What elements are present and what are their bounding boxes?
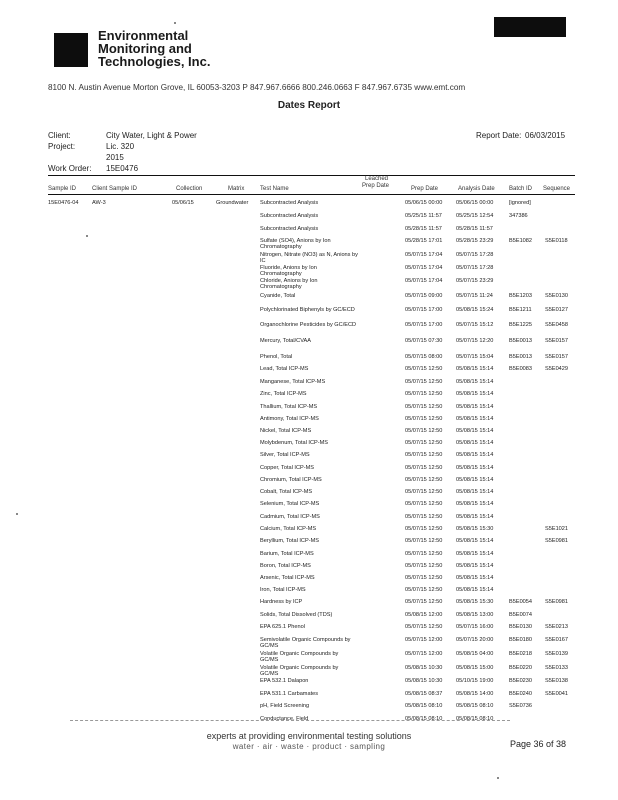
work-order-label: Work Order: bbox=[48, 164, 92, 173]
cell-test-name: Zinc, Total ICP-MS bbox=[260, 391, 307, 397]
report-title: Dates Report bbox=[277, 100, 341, 111]
cell-test-name: Cadmium, Total ICP-MS bbox=[260, 514, 320, 520]
company-name-line2: Monitoring and bbox=[98, 41, 192, 56]
cell-prep-date: 05/07/15 12:50 bbox=[405, 391, 443, 397]
cell-analysis-date: 05/08/15 15:14 bbox=[456, 440, 494, 446]
project-label: Project: bbox=[48, 142, 76, 151]
cell-prep-date: 05/28/15 11:57 bbox=[405, 226, 442, 232]
cell-analysis-date: 05/07/15 12:20 bbox=[456, 338, 494, 344]
cell-analysis-date: 05/08/15 15:14 bbox=[456, 587, 494, 593]
cell-sequence: S5E0130 bbox=[545, 293, 569, 299]
cell-analysis-date: 05/07/15 15:04 bbox=[456, 354, 494, 360]
cell-analysis-date: 05/08/15 15:30 bbox=[456, 599, 494, 605]
table-row bbox=[48, 307, 575, 319]
cell-analysis-date: 05/08/15 15:14 bbox=[456, 404, 494, 410]
table-row bbox=[48, 440, 575, 452]
cell-prep-date: 05/07/15 12:50 bbox=[405, 514, 443, 520]
table-row bbox=[48, 366, 575, 378]
cell-analysis-date: 05/08/15 15:14 bbox=[456, 477, 494, 483]
cell-test-name: Iron, Total ICP-MS bbox=[260, 587, 306, 593]
report-date-value: 06/03/2015 bbox=[525, 131, 566, 140]
cell-client-sample-id: AW-3 bbox=[92, 200, 106, 206]
table-row bbox=[48, 489, 575, 501]
cell-batch-id: B5E0054 bbox=[509, 599, 533, 605]
table-row bbox=[48, 587, 575, 599]
table-row bbox=[48, 477, 575, 489]
table-row bbox=[48, 293, 575, 305]
cell-analysis-date: 05/06/15 00:00 bbox=[456, 200, 494, 206]
company-name bbox=[98, 29, 210, 68]
scan-speck bbox=[16, 513, 18, 515]
table-row bbox=[48, 338, 575, 350]
cell-test-name: Barium, Total ICP-MS bbox=[260, 551, 314, 557]
table-row bbox=[48, 612, 575, 624]
cell-analysis-date: 05/08/15 15:14 bbox=[456, 563, 494, 569]
cell-test-name: Lead, Total ICP-MS bbox=[260, 366, 309, 372]
cell-prep-date: 05/07/15 12:50 bbox=[405, 551, 443, 557]
cell-prep-date: 05/07/15 12:50 bbox=[405, 366, 443, 372]
footer-services: water · air · waste · product · sampling bbox=[232, 742, 386, 751]
cell-sequence: S5E0981 bbox=[545, 599, 569, 605]
col-sample-id: Sample ID bbox=[48, 186, 77, 192]
cell-analysis-date: 05/08/15 15:30 bbox=[456, 526, 494, 532]
cell-analysis-date: 05/08/15 15:14 bbox=[456, 551, 494, 557]
cell-batch-id: B5E0220 bbox=[509, 665, 533, 671]
table-row bbox=[48, 200, 575, 212]
col-matrix: Matrix bbox=[228, 186, 245, 192]
report-date-label: Report Date: bbox=[476, 131, 522, 140]
cell-test-name: Semivolatile Organic Compounds by GC/MS bbox=[260, 637, 351, 649]
cell-prep-date: 05/08/15 10:30 bbox=[405, 665, 443, 671]
cell-prep-date: 05/07/15 12:50 bbox=[405, 624, 443, 630]
cell-prep-date: 05/07/15 12:50 bbox=[405, 416, 443, 422]
cell-test-name: Cobalt, Total ICP-MS bbox=[260, 489, 313, 495]
cell-analysis-date: 05/08/15 15:14 bbox=[456, 501, 494, 507]
cell-analysis-date: 05/08/15 15:14 bbox=[456, 366, 494, 372]
table-row bbox=[48, 575, 575, 587]
cell-analysis-date: 05/08/15 15:14 bbox=[456, 489, 494, 495]
cell-batch-id: B5E1203 bbox=[509, 293, 533, 299]
table-row bbox=[48, 624, 575, 636]
footer-divider bbox=[70, 720, 510, 721]
table-row bbox=[48, 703, 575, 715]
cell-prep-date: 05/07/15 12:50 bbox=[405, 404, 443, 410]
cell-test-name: EPA 625.1 Phenol bbox=[260, 624, 305, 630]
cell-batch-id: B5E0013 bbox=[509, 338, 533, 344]
cell-prep-date: 05/07/15 12:50 bbox=[405, 563, 443, 569]
cell-batch-id: B5E0240 bbox=[509, 691, 533, 697]
cell-prep-date: 05/07/15 17:04 bbox=[405, 252, 443, 258]
cell-analysis-date: 05/07/15 11:24 bbox=[456, 293, 493, 299]
table-row bbox=[48, 416, 575, 428]
cell-batch-id: B5E0230 bbox=[509, 678, 533, 684]
cell-matrix: Groundwater bbox=[216, 200, 249, 206]
scan-speck bbox=[174, 22, 176, 24]
table-row bbox=[48, 637, 575, 649]
cell-prep-date: 05/08/15 10:30 bbox=[405, 678, 443, 684]
redaction-block bbox=[494, 17, 566, 37]
cell-test-name: Mercury, Total/CVAA bbox=[260, 338, 311, 344]
cell-prep-date: 05/25/15 11:57 bbox=[405, 213, 442, 219]
cell-prep-date: 05/07/15 12:00 bbox=[405, 637, 443, 643]
table-row bbox=[48, 213, 575, 225]
table-row bbox=[48, 599, 575, 611]
cell-analysis-date: 05/08/15 15:14 bbox=[456, 575, 494, 581]
cell-test-name: Cyanide, Total bbox=[260, 293, 296, 299]
cell-sequence: S5E0127 bbox=[545, 307, 569, 313]
cell-test-name: Thallium, Total ICP-MS bbox=[260, 404, 318, 410]
client-label: Client: bbox=[48, 131, 71, 140]
cell-sequence: S5E0429 bbox=[545, 366, 569, 372]
table-row bbox=[48, 514, 575, 526]
table-row bbox=[48, 238, 575, 250]
cell-analysis-date: 05/08/15 15:14 bbox=[456, 538, 494, 544]
cell-analysis-date: 05/08/15 15:14 bbox=[456, 428, 494, 434]
col-collection: Collection bbox=[176, 186, 203, 192]
table-row bbox=[48, 265, 575, 277]
cell-prep-date: 05/07/15 09:00 bbox=[405, 293, 443, 299]
cell-test-name: Volatile Organic Compounds by GC/MS bbox=[260, 651, 339, 663]
cell-prep-date: 05/07/15 17:04 bbox=[405, 278, 443, 284]
cell-prep-date: 05/08/15 12:00 bbox=[405, 612, 443, 618]
cell-test-name: Chromium, Total ICP-MS bbox=[260, 477, 322, 483]
cell-batch-id: B5E0013 bbox=[509, 354, 533, 360]
scan-speck bbox=[86, 235, 88, 237]
cell-test-name: Nickel, Total ICP-MS bbox=[260, 428, 312, 434]
table-row bbox=[48, 226, 575, 238]
cell-analysis-date: 05/08/15 15:14 bbox=[456, 452, 494, 458]
cell-sequence: S5E0139 bbox=[545, 651, 569, 657]
cell-prep-date: 05/08/15 08:10 bbox=[405, 703, 443, 709]
cell-test-name: Fluoride, Anions by Ion Chromatography bbox=[260, 265, 317, 277]
cell-test-name: Boron, Total ICP-MS bbox=[260, 563, 311, 569]
cell-sequence: S5E1021 bbox=[545, 526, 569, 532]
cell-test-name: Molybdenum, Total ICP-MS bbox=[260, 440, 328, 446]
cell-batch-id: B5E1211 bbox=[509, 307, 532, 313]
cell-sequence: S5E0041 bbox=[545, 691, 569, 697]
cell-prep-date: 05/07/15 12:50 bbox=[405, 489, 443, 495]
table-row bbox=[48, 428, 575, 440]
cell-analysis-date: 05/08/15 14:00 bbox=[456, 691, 494, 697]
cell-sequence: S5E0157 bbox=[545, 354, 569, 360]
cell-prep-date: 05/07/15 12:50 bbox=[405, 538, 443, 544]
table-row bbox=[48, 391, 575, 403]
cell-test-name: Conductance, Field bbox=[260, 716, 309, 722]
cell-prep-date: 05/07/15 08:00 bbox=[405, 354, 443, 360]
cell-prep-date: 05/08/15 08:10 bbox=[405, 716, 443, 722]
cell-batch-id: S5E0736 bbox=[509, 703, 533, 709]
table-row bbox=[48, 465, 575, 477]
cell-analysis-date: 05/28/15 23:29 bbox=[456, 238, 494, 244]
cell-prep-date: 05/07/15 12:50 bbox=[405, 477, 443, 483]
cell-prep-date: 05/07/15 12:50 bbox=[405, 379, 443, 385]
table-row bbox=[48, 278, 575, 290]
cell-prep-date: 05/07/15 12:50 bbox=[405, 465, 443, 471]
cell-test-name: Beryllium, Total ICP-MS bbox=[260, 538, 319, 544]
cell-test-name: Hardness by ICP bbox=[260, 599, 303, 605]
cell-test-name: Calcium, Total ICP-MS bbox=[260, 526, 317, 532]
table-row bbox=[48, 551, 575, 563]
cell-batch-id: B5E0130 bbox=[509, 624, 533, 630]
table-row bbox=[48, 501, 575, 513]
cell-analysis-date: 05/08/15 15:14 bbox=[456, 465, 494, 471]
cell-batch-id: B5E0180 bbox=[509, 637, 533, 643]
cell-test-name: Subcontracted Analysis bbox=[260, 213, 319, 219]
cell-analysis-date: 05/08/15 15:14 bbox=[456, 391, 494, 397]
company-name-line3: Technologies, Inc. bbox=[98, 54, 211, 69]
cell-analysis-date: 05/07/15 16:00 bbox=[456, 624, 494, 630]
cell-analysis-date: 05/08/15 08:10 bbox=[456, 716, 494, 722]
table-row bbox=[48, 404, 575, 416]
cell-prep-date: 05/07/15 12:50 bbox=[405, 587, 443, 593]
cell-prep-date: 05/07/15 12:50 bbox=[405, 575, 443, 581]
table-row bbox=[48, 651, 575, 663]
table-row bbox=[48, 678, 575, 690]
cell-batch-id: 347386 bbox=[509, 213, 528, 219]
cell-test-name: Sulfate (SO4), Anions by Ion Chromatography bbox=[260, 238, 331, 250]
cell-analysis-date: 05/08/15 15:24 bbox=[456, 307, 494, 313]
cell-sequence: S5E0213 bbox=[545, 624, 569, 630]
cell-prep-date: 05/07/15 12:50 bbox=[405, 526, 443, 532]
company-name-line1: Environmental bbox=[98, 28, 189, 43]
col-analysis-date: Analysis Date bbox=[458, 186, 495, 192]
work-order-value: 15E0476 bbox=[106, 164, 139, 173]
table-row bbox=[48, 665, 575, 677]
header-rule-top bbox=[48, 175, 575, 176]
cell-test-name: Chloride, Anions by Ion Chromatography bbox=[260, 278, 318, 290]
col-test-name: Test Name bbox=[260, 186, 289, 192]
cell-sequence: S5E0167 bbox=[545, 637, 569, 643]
cell-analysis-date: 05/28/15 11:57 bbox=[456, 226, 493, 232]
cell-batch-id: B5E1225 bbox=[509, 322, 533, 328]
cell-prep-date: 05/06/15 00:00 bbox=[405, 200, 443, 206]
table-row bbox=[48, 716, 575, 728]
cell-test-name: Manganese, Total ICP-MS bbox=[260, 379, 326, 385]
cell-analysis-date: 05/25/15 12:54 bbox=[456, 213, 494, 219]
table-row bbox=[48, 379, 575, 391]
cell-batch-id: B5E0074 bbox=[509, 612, 533, 618]
project-value: Lic. 320 bbox=[106, 142, 135, 151]
cell-sequence: S5E0138 bbox=[545, 678, 569, 684]
cell-prep-date: 05/07/15 12:50 bbox=[405, 440, 443, 446]
cell-analysis-date: 05/07/15 23:29 bbox=[456, 278, 494, 284]
cell-analysis-date: 05/07/15 17:28 bbox=[456, 252, 494, 258]
table-row bbox=[48, 526, 575, 538]
cell-analysis-date: 05/08/15 15:14 bbox=[456, 379, 494, 385]
cell-analysis-date: 05/08/15 15:14 bbox=[456, 514, 494, 520]
company-logo bbox=[54, 33, 88, 67]
cell-test-name: Subcontracted Analysis bbox=[260, 226, 319, 232]
cell-sequence: S5E0118 bbox=[545, 238, 568, 244]
cell-prep-date: 05/07/15 17:04 bbox=[405, 265, 443, 271]
col-sequence: Sequence bbox=[543, 186, 571, 192]
cell-prep-date: 05/08/15 08:37 bbox=[405, 691, 443, 697]
cell-test-name: EPA 532.1 Dalapon bbox=[260, 678, 309, 684]
cell-prep-date: 05/07/15 17:00 bbox=[405, 322, 443, 328]
table-row bbox=[48, 691, 575, 703]
page-number: Page 36 of 38 bbox=[510, 739, 567, 749]
cell-test-name: Subcontracted Analysis bbox=[260, 200, 319, 206]
cell-sequence: S5E0133 bbox=[545, 665, 569, 671]
cell-test-name: Arsenic, Total ICP-MS bbox=[260, 575, 315, 581]
cell-test-name: Copper, Total ICP-MS bbox=[260, 465, 314, 471]
cell-prep-date: 05/07/15 12:50 bbox=[405, 428, 443, 434]
cell-sequence: S5E0981 bbox=[545, 538, 569, 544]
cell-analysis-date: 05/08/15 04:00 bbox=[456, 651, 494, 657]
table-row bbox=[48, 563, 575, 575]
footer-tagline: experts at providing environmental testing solutions bbox=[206, 731, 412, 741]
project-value-2: 2015 bbox=[106, 153, 124, 162]
client-value: City Water, Light & Power bbox=[106, 131, 197, 140]
table-row bbox=[48, 252, 575, 264]
cell-analysis-date: 05/07/15 20:00 bbox=[456, 637, 494, 643]
cell-sequence: S5E0458 bbox=[545, 322, 569, 328]
cell-test-name: Silver, Total ICP-MS bbox=[260, 452, 310, 458]
col-leached-line1: Leached bbox=[365, 176, 389, 182]
col-batch-id: Batch ID bbox=[509, 186, 533, 192]
cell-batch-id: B5E0083 bbox=[509, 366, 533, 372]
company-address: 8100 N. Austin Avenue Morton Grove, IL 60053-3203 P 847.967.6666 800.246.0663 F 847.967.6735 www.emt.com bbox=[48, 83, 466, 92]
col-client-sample-id: Client Sample ID bbox=[92, 186, 138, 192]
cell-analysis-date: 05/08/15 15:14 bbox=[456, 416, 494, 422]
cell-collection: 05/06/15 bbox=[172, 200, 194, 206]
cell-prep-date: 05/07/15 12:00 bbox=[405, 651, 443, 657]
cell-prep-date: 05/07/15 07:30 bbox=[405, 338, 443, 344]
cell-test-name: pH, Field Screening bbox=[260, 703, 310, 709]
cell-prep-date: 05/07/15 12:50 bbox=[405, 599, 443, 605]
cell-test-name: Solids, Total Dissolved (TDS) bbox=[260, 612, 333, 618]
cell-test-name: Volatile Organic Compounds by GC/MS bbox=[260, 665, 339, 677]
col-leached-line2: Prep Date bbox=[362, 183, 390, 189]
cell-test-name: EPA 531.1 Carbamates bbox=[260, 691, 319, 697]
table-row bbox=[48, 354, 575, 366]
cell-analysis-date: 05/07/15 15:12 bbox=[456, 322, 494, 328]
cell-test-name: Selenium, Total ICP-MS bbox=[260, 501, 320, 507]
cell-test-name: Antimony, Total ICP-MS bbox=[260, 416, 319, 422]
col-prep-date: Prep Date bbox=[411, 186, 439, 192]
cell-test-name: Nitrogen, Nitrate (NO3) as N, Anions by IC bbox=[260, 252, 358, 264]
cell-test-name: Organochlorine Pesticides by GC/ECD bbox=[260, 322, 357, 328]
cell-sample-id: 15E0476-04 bbox=[48, 200, 79, 206]
cell-prep-date: 05/07/15 12:50 bbox=[405, 452, 443, 458]
cell-batch-id: [ignored] bbox=[509, 200, 531, 206]
cell-batch-id: B5E0218 bbox=[509, 651, 533, 657]
table-row bbox=[48, 452, 575, 464]
cell-analysis-date: 05/08/15 15:00 bbox=[456, 665, 494, 671]
cell-prep-date: 05/28/15 17:01 bbox=[405, 238, 443, 244]
table-row bbox=[48, 538, 575, 550]
cell-analysis-date: 05/08/15 13:00 bbox=[456, 612, 494, 618]
cell-test-name: Polychlorinated Biphenyls by GC/ECD bbox=[260, 307, 355, 313]
cell-analysis-date: 05/07/15 17:28 bbox=[456, 265, 494, 271]
cell-test-name: Phenol, Total bbox=[260, 354, 293, 360]
cell-analysis-date: 05/10/15 19:00 bbox=[456, 678, 494, 684]
table-row bbox=[48, 322, 575, 334]
cell-batch-id: B5E1082 bbox=[509, 238, 533, 244]
header-rule-bottom bbox=[48, 194, 575, 195]
cell-prep-date: 05/07/15 17:00 bbox=[405, 307, 443, 313]
cell-sequence: S5E0157 bbox=[545, 338, 569, 344]
cell-prep-date: 05/07/15 12:50 bbox=[405, 501, 443, 507]
cell-analysis-date: 05/08/15 08:10 bbox=[456, 703, 494, 709]
scan-speck bbox=[497, 777, 499, 779]
